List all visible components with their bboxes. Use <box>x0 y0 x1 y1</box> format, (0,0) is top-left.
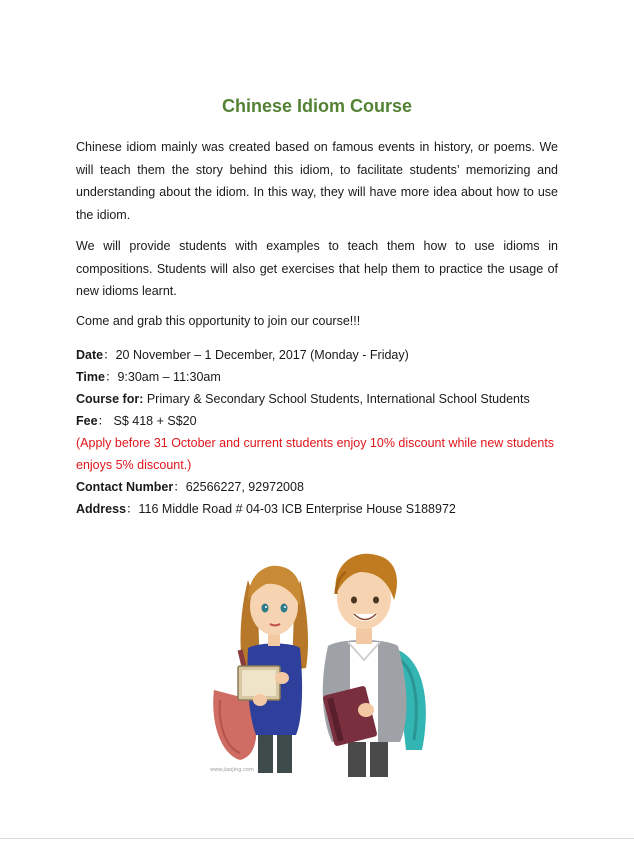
discount-note: (Apply before 31 October and current students enjoy 10% discount while new students enjoys 5% discount.) <box>76 436 555 472</box>
address-label: Address <box>76 502 127 516</box>
page-divider <box>0 838 634 839</box>
date-value: ：20 November – 1 December, 2017 (Monday - Friday) <box>103 348 409 362</box>
girl-figure <box>213 566 308 773</box>
fee-row <box>76 410 558 432</box>
time-value: ：9:30am – 11:30am <box>104 370 221 384</box>
course-for-label: Course for: <box>76 392 144 406</box>
intro-paragraph: Chinese idiom mainly was created based on famous events in history, or poems. We will teach them the story behind this idiom, to facilitate students’ memorizing and understanding about the idiom. In this way, they will have more idea about how to use the idiom. <box>76 140 558 222</box>
address-value: ：116 Middle Road # 04-03 ICB Enterprise House S188972 <box>126 502 456 516</box>
address-row <box>76 498 558 520</box>
time-label: Time <box>76 370 105 384</box>
fee-value: ： S$ 418 + S$20 <box>97 414 197 428</box>
call-to-action: Come and grab this opportunity to join our course!!! <box>76 314 361 328</box>
time-row <box>76 366 558 388</box>
boy-figure <box>322 554 425 777</box>
fee-label: Fee <box>76 414 98 428</box>
date-label: Date <box>76 348 104 362</box>
course-for-row <box>76 388 558 410</box>
examples-paragraph: We will provide students with examples to teach them how to use idioms in compositions. Students will also get exercises that help them to practice the usage of new idioms learnt. <box>76 239 558 298</box>
illustration-credit: www.jiaojing.com <box>210 767 254 773</box>
two-students-illustration <box>200 550 450 780</box>
contact-row <box>76 476 558 498</box>
course-title: Chinese Idiom Course <box>221 96 413 116</box>
contact-label: Contact Number <box>76 480 174 494</box>
course-details <box>76 344 558 520</box>
contact-value: ：62566227, 92972008 <box>173 480 304 494</box>
date-row <box>76 344 558 366</box>
course-for-value: Primary & Secondary School Students, International School Students <box>143 392 530 406</box>
